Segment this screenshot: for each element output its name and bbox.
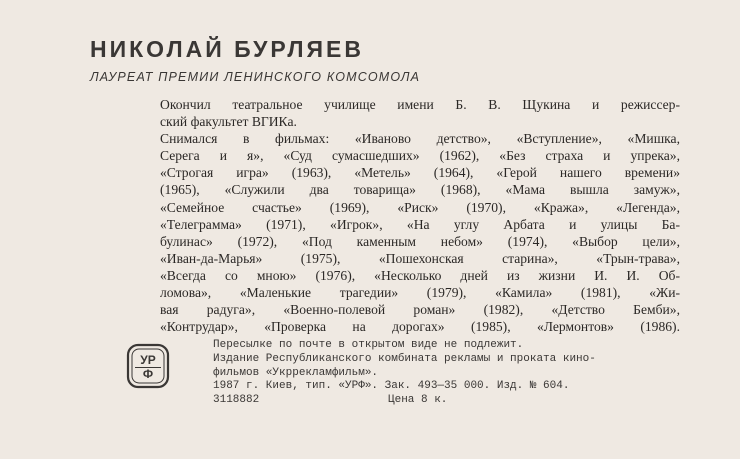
imprint <box>213 339 596 394</box>
imprint-line: Издание Республиканского комбината рекламы и проката кино- <box>213 352 596 365</box>
biography <box>160 96 680 335</box>
bio-line: Снимался в фильмах: «Иваново детство», «Вступление», «Мишка, <box>160 131 680 147</box>
actor-name: НИКОЛАЙ БУРЛЯЕВ <box>90 36 364 62</box>
urf-logo-icon <box>126 343 170 389</box>
bio-line: «Телеграмма» (1971), «Игрок», «На углу Арбата и улицы Ба- <box>160 216 680 232</box>
svg-text:УР: УР <box>140 353 156 367</box>
catalog-code: 3118882 <box>213 394 260 406</box>
bio-line: булинас» (1972), «Под каменным небом» (1974), «Выбор цели», <box>160 233 680 249</box>
bio-line: вая радуга», «Военно-полевой роман» (1982), «Детство Бемби», <box>160 302 680 318</box>
bio-line: ломова», «Маленькие трагедии» (1979), «Камила» (1981), «Жи- <box>160 285 680 301</box>
imprint-line: 1987 г. Киев, тип. «УРФ». Зак. 493—35 000. Изд. № 604. <box>213 380 570 393</box>
bio-line: ский факультет ВГИКа. <box>160 114 297 130</box>
bio-line: (1965), «Служили два товарища» (1968), «Мама вышла замуж», <box>160 182 680 198</box>
svg-text:Ф: Ф <box>142 367 154 381</box>
imprint-line: Пересылке по почте в открытом виде не подлежит. <box>213 339 524 351</box>
bio-line: «Всегда со мною» (1976), «Несколько дней из жизни И. И. Об- <box>160 267 680 283</box>
bio-line: «Контрудар», «Проверка на дорогах» (1985), «Лермонтов» (1986). <box>160 319 680 335</box>
imprint-line: фильмов «Укррекламфильм». <box>213 366 379 379</box>
bio-line: «Семейное счастье» (1969), «Риск» (1970), «Кража», «Легенда», <box>160 199 680 215</box>
bio-line: «Строгая игра» (1963), «Метель» (1964), «Герой нашего времени» <box>160 165 680 181</box>
price: Цена 8 к. <box>388 394 448 406</box>
award-title: ЛАУРЕАТ ПРЕМИИ ЛЕНИНСКОГО КОМСОМОЛА <box>90 70 421 84</box>
bio-line: «Иван-да-Марья» (1975), «Пошехонская старина», «Трын-трава», <box>160 250 680 266</box>
bio-line: Серега и я», «Суд сумасшедших» (1962), «Без страха и упрека», <box>160 148 680 164</box>
bio-line: Окончил театральное училище имени Б. В. Щукина и режиссер- <box>160 97 680 112</box>
